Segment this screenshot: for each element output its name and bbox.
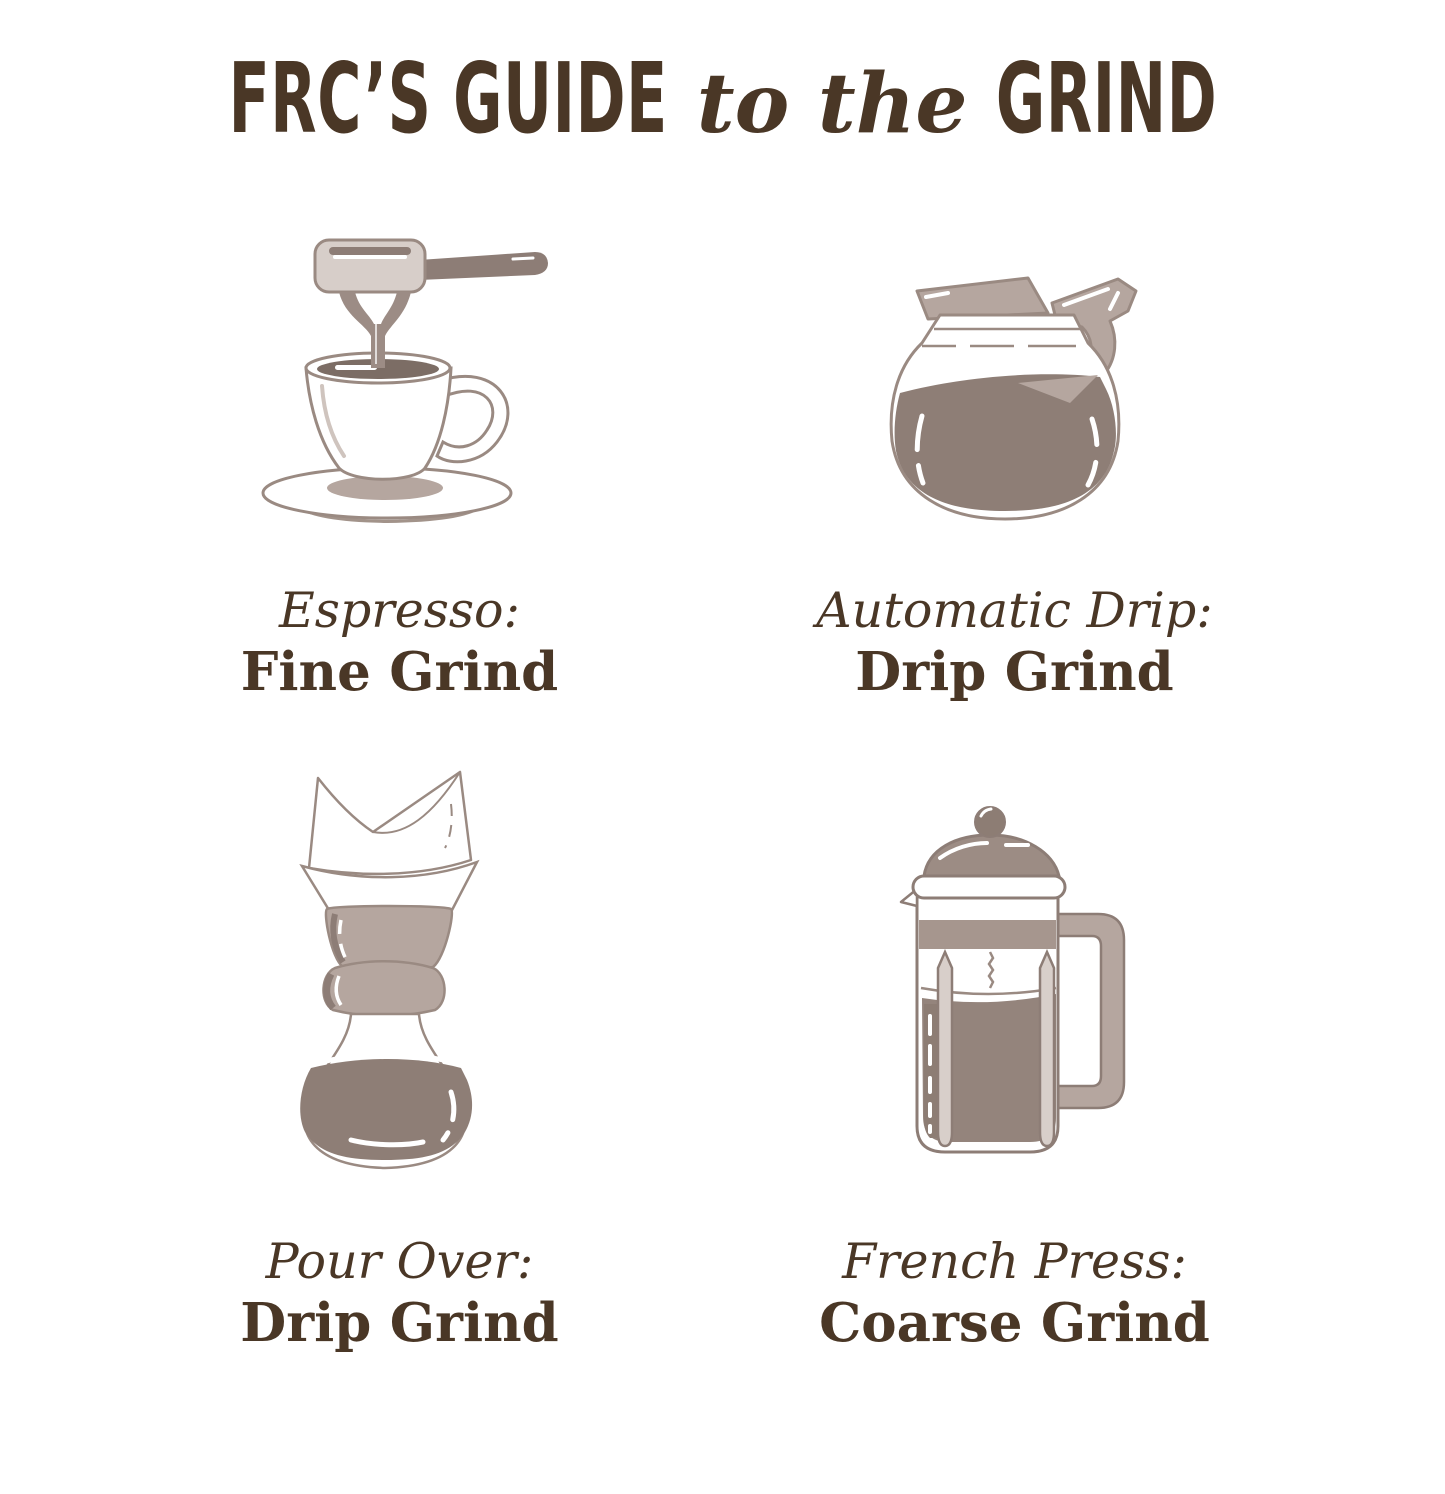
- method-name: Automatic Drip:: [816, 582, 1213, 639]
- title-tail: GRIND: [995, 42, 1217, 155]
- portafilter-slot-highlight: [333, 255, 407, 259]
- espresso-portafilter-and-cup-icon: [235, 211, 595, 541]
- drip-coffee-carafe-icon: [860, 251, 1190, 541]
- method-name: French Press:: [842, 1232, 1187, 1290]
- grind-type: Drip Grind: [855, 641, 1174, 704]
- method-name: Espresso:: [278, 582, 520, 639]
- coffee-highlight: [335, 365, 377, 370]
- title-connector: to the: [696, 56, 968, 152]
- brew-methods-grid: [92, 189, 1445, 1356]
- pour-over-icon-box: [225, 762, 575, 1192]
- grind-type: Fine Grind: [240, 641, 559, 704]
- method-name: Pour Over:: [265, 1232, 534, 1290]
- paper-filter: [309, 772, 471, 874]
- press-band: [919, 920, 1056, 949]
- frame-leg-left: [938, 952, 952, 1146]
- portafilter-handle: [419, 252, 548, 280]
- carafe-coffee: [894, 374, 1115, 511]
- brew-method-card-french-press: [707, 762, 1322, 1357]
- handle-highlight: [513, 258, 533, 259]
- page-title: [0, 42, 1445, 155]
- grind-guide-infographic: [0, 42, 1445, 1494]
- brew-method-card-automatic-drip: [707, 189, 1322, 706]
- pour-over-brewer-icon: [255, 762, 575, 1192]
- caption-french-press: [819, 1234, 1210, 1357]
- french-press-icon: [880, 802, 1180, 1192]
- plunger-knob: [975, 807, 1005, 837]
- carafe-icon-box: [840, 189, 1190, 541]
- title-lead: FRC’S GUIDE: [228, 42, 669, 155]
- frame-leg-right: [1040, 952, 1054, 1146]
- press-handle: [1052, 914, 1124, 1108]
- caption-espresso: [241, 583, 558, 706]
- grind-type: Drip Grind: [240, 1291, 559, 1354]
- espresso-icon-box: [205, 189, 595, 541]
- collar-band: [323, 961, 444, 1016]
- portafilter-slot: [329, 247, 411, 255]
- brew-method-card-espresso: [92, 189, 707, 706]
- grind-type: Coarse Grind: [819, 1291, 1210, 1354]
- french-press-icon-box: [850, 762, 1180, 1192]
- lid-rim: [913, 876, 1065, 898]
- brew-method-card-pour-over: [92, 762, 707, 1357]
- carafe-lid: [917, 278, 1048, 319]
- caption-pour-over: [240, 1234, 558, 1357]
- caption-automatic-drip: [816, 583, 1212, 706]
